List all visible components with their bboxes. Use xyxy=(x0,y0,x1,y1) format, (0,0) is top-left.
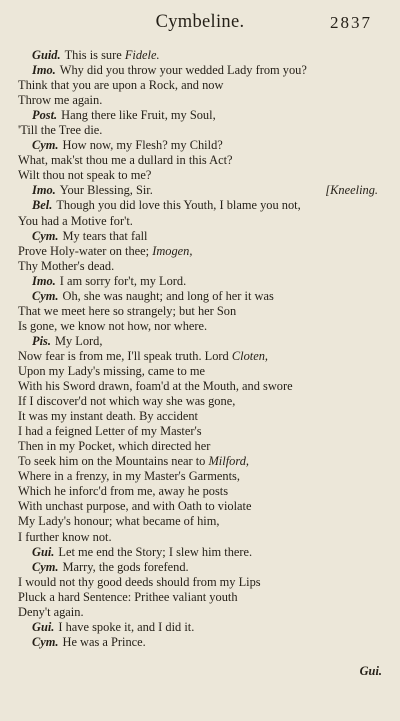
verse-line xyxy=(18,214,386,229)
line-text: You had a Motive for't. xyxy=(18,213,133,228)
line-text: Let me end the Story; I slew him there. xyxy=(58,544,253,559)
line-text: Upon my Lady's missing, came to me xyxy=(18,363,206,378)
speech-line xyxy=(18,63,386,78)
speech-line xyxy=(18,48,386,63)
play-text xyxy=(18,48,386,650)
italic-name: Cloten, xyxy=(231,348,268,363)
line-text: That we meet here so strangely; but her Son xyxy=(18,303,237,318)
line-text: He was a Prince. xyxy=(62,634,146,649)
speaker-name: Cym. xyxy=(32,138,59,153)
verse-line xyxy=(18,304,386,319)
line-text: What, mak'st thou me a dullard in this Act? xyxy=(18,153,233,168)
speech-line xyxy=(18,198,386,213)
speaker-name: Cym. xyxy=(32,288,59,303)
speech-line xyxy=(18,274,386,289)
verse-line xyxy=(18,454,386,469)
line-text: To seek him on the Mountains near to xyxy=(18,454,206,469)
line-text: It was my instant death. By accident xyxy=(18,409,198,424)
line-text: Marry, the gods forefend. xyxy=(62,559,189,574)
catchword: Gui. xyxy=(359,664,382,678)
line-text: I had a feigned Letter of my Master's xyxy=(18,424,202,439)
line-text: I am sorry for't, my Lord. xyxy=(59,273,187,288)
speaker-name: Gui. xyxy=(32,619,55,634)
speech-line xyxy=(18,334,386,349)
verse-line xyxy=(18,409,386,424)
speech-line xyxy=(18,545,386,560)
verse-line xyxy=(18,78,386,93)
page-number: 2837 xyxy=(330,13,372,32)
verse-line xyxy=(18,319,386,334)
line-text: I would not thy good deeds should from my Lips xyxy=(18,574,261,589)
speaker-name: Pis. xyxy=(32,333,51,348)
verse-line xyxy=(18,514,386,529)
speaker-name: Cym. xyxy=(32,634,59,649)
line-text: Deny't again. xyxy=(18,604,84,619)
line-text: Think that you are upon a Rock, and now xyxy=(18,78,224,93)
verse-line xyxy=(18,484,386,499)
speech-line xyxy=(18,108,386,123)
line-text: Hang there like Fruit, my Soul, xyxy=(61,108,216,123)
italic-name: Milford, xyxy=(208,454,249,469)
line-text: Your Blessing, Sir. xyxy=(59,183,153,198)
line-text: With unchast purpose, and with Oath to violate xyxy=(18,499,252,514)
line-text: Then in my Pocket, which directed her xyxy=(18,439,211,454)
verse-line xyxy=(18,424,386,439)
verse-line xyxy=(18,93,386,108)
speaker-name: Post. xyxy=(32,108,58,123)
verse-line xyxy=(18,394,386,409)
speaker-name: Imo. xyxy=(32,273,56,288)
verse-line xyxy=(18,244,386,259)
verse-line xyxy=(18,590,386,605)
stage-direction: [Kneeling. xyxy=(325,183,378,198)
line-text: 'Till the Tree die. xyxy=(18,123,103,138)
line-text: My Lady's honour; what became of him, xyxy=(18,514,220,529)
line-text: Now fear is from me, I'll speak truth. Lord xyxy=(18,348,229,363)
line-text: This is sure xyxy=(64,48,122,62)
verse-line xyxy=(18,364,386,379)
line-text: Pluck a hard Sentence: Prithee valiant youth xyxy=(18,589,238,604)
line-text: Wilt thou not speak to me? xyxy=(18,168,152,183)
verse-line xyxy=(18,379,386,394)
verse-line xyxy=(18,575,386,590)
line-text: If I discover'd not which way she was gone, xyxy=(18,394,236,409)
line-text: How now, my Flesh? my Child? xyxy=(62,138,223,153)
verse-line xyxy=(18,259,386,274)
page-header xyxy=(0,12,400,38)
running-title: Cymbeline. xyxy=(155,12,245,32)
line-text: My tears that fall xyxy=(62,228,148,243)
line-text: Throw me again. xyxy=(18,93,103,108)
line-text: With his Sword drawn, foam'd at the Mouth, and swore xyxy=(18,379,293,394)
line-text: Which he inforc'd from me, away he posts xyxy=(18,484,229,499)
speaker-name: Guid. xyxy=(32,48,61,62)
speaker-name: Bel. xyxy=(32,198,53,213)
verse-line xyxy=(18,168,386,183)
line-text: Where in a frenzy, in my Master's Garments, xyxy=(18,469,240,484)
speech-line xyxy=(18,635,386,650)
speaker-name: Cym. xyxy=(32,559,59,574)
verse-line xyxy=(18,439,386,454)
line-text: Why did you throw your wedded Lady from you? xyxy=(59,63,307,78)
speech-line xyxy=(18,138,386,153)
line-text: I further know not. xyxy=(18,529,112,544)
speaker-name: Imo. xyxy=(32,183,56,198)
line-text: Is gone, we know not how, nor where. xyxy=(18,318,208,333)
italic-name: Imogen, xyxy=(152,243,193,258)
italic-name: Fidele. xyxy=(124,48,160,62)
line-text: My Lord, xyxy=(54,333,103,348)
speaker-name: Cym. xyxy=(32,228,59,243)
speech-line xyxy=(18,560,386,575)
line-text: I have spoke it, and I did it. xyxy=(58,619,195,634)
speech-line xyxy=(18,620,386,635)
verse-line xyxy=(18,153,386,168)
verse-line xyxy=(18,605,386,620)
speech-line xyxy=(18,183,386,198)
speaker-name: Gui. xyxy=(32,544,55,559)
speaker-name: Imo. xyxy=(32,63,56,78)
speech-line xyxy=(18,229,386,244)
line-text: Though you did love this Youth, I blame you not, xyxy=(56,198,301,213)
verse-line xyxy=(18,349,386,364)
verse-line xyxy=(18,499,386,514)
line-text: Thy Mother's dead. xyxy=(18,258,115,273)
verse-line xyxy=(18,123,386,138)
verse-line xyxy=(18,469,386,484)
line-text: Oh, she was naught; and long of her it was xyxy=(62,288,274,303)
verse-line xyxy=(18,530,386,545)
speech-line xyxy=(18,289,386,304)
line-text: Prove Holy-water on thee; xyxy=(18,243,150,258)
